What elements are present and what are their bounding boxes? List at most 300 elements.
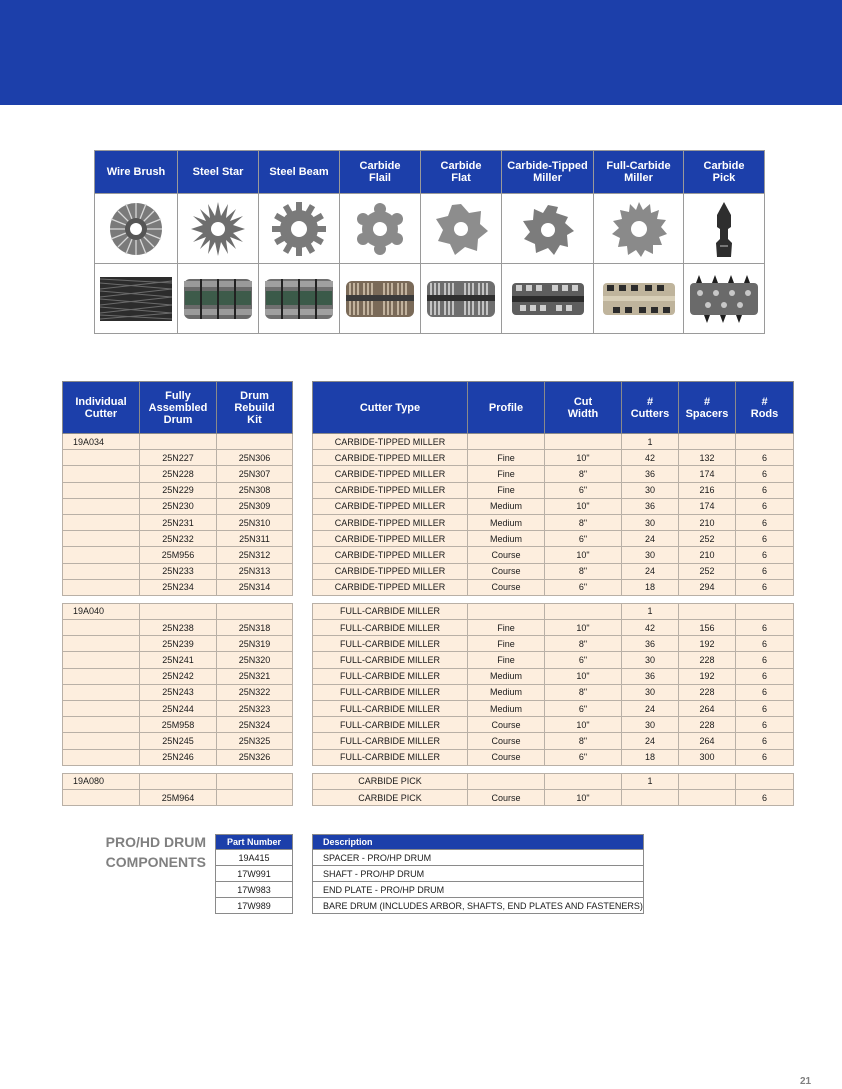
table-cell: 6 (736, 531, 794, 547)
table-cell: 30 (622, 684, 679, 700)
table-cell (63, 498, 140, 514)
table-cell: Course (468, 717, 545, 733)
table-cell: 25N324 (217, 717, 293, 733)
table-cell (63, 563, 140, 579)
table-row (63, 579, 293, 595)
table-row (63, 733, 293, 749)
cutter-type-grid (94, 150, 765, 334)
table-cell: 25N321 (217, 668, 293, 684)
table-cell: 25N230 (140, 498, 217, 514)
cutter-type-label: Carbide Pick (684, 151, 765, 194)
steel-beam-icon (269, 199, 329, 259)
table-cell (63, 620, 140, 636)
table-cell: 8" (545, 684, 622, 700)
table-cell: 18 (622, 579, 679, 595)
table-cell (63, 450, 140, 466)
wire-brush-drum-icon (99, 269, 173, 329)
table-row (63, 717, 293, 733)
table-cell: 252 (679, 531, 736, 547)
table-cell: 6 (736, 466, 794, 482)
table-cell: 6 (736, 498, 794, 514)
table-cell (736, 434, 794, 450)
column-header: Drum Rebuild Kit (217, 382, 293, 434)
table-cell: FULL-CARBIDE MILLER (313, 749, 468, 765)
table-row (216, 866, 293, 882)
table-cell: Course (468, 547, 545, 563)
table-row (313, 866, 644, 882)
table-cell: 25N231 (140, 514, 217, 530)
table-cell: FULL-CARBIDE MILLER (313, 620, 468, 636)
table-cell (63, 514, 140, 530)
cutter-type-label: Carbide Flail (340, 151, 421, 194)
table-cell: 10" (545, 450, 622, 466)
table-row (313, 749, 794, 765)
table-cell: 6" (545, 652, 622, 668)
table-cell: 25N323 (217, 701, 293, 717)
table-cell (63, 531, 140, 547)
table-row (313, 620, 794, 636)
table-cell: 228 (679, 684, 736, 700)
table-cell: 6 (736, 717, 794, 733)
table-cell: 216 (679, 482, 736, 498)
table-cell: CARBIDE-TIPPED MILLER (313, 563, 468, 579)
table-cell: 25N326 (217, 749, 293, 765)
table-cell: Course (468, 579, 545, 595)
steel-star-drum-icon (182, 269, 254, 329)
table-cell (63, 733, 140, 749)
carbide-pick-drum-icon (688, 269, 760, 329)
table-cell: FULL-CARBIDE MILLER (313, 717, 468, 733)
table-cell: 25N312 (217, 547, 293, 563)
table-cell: CARBIDE-TIPPED MILLER (313, 498, 468, 514)
table-cell: 25M964 (140, 789, 217, 805)
table-row (216, 898, 293, 914)
table-cell: 36 (622, 668, 679, 684)
table-cell: 8" (545, 514, 622, 530)
table-row (313, 636, 794, 652)
table-cell: 25N325 (217, 733, 293, 749)
table-cell: 6 (736, 547, 794, 563)
table-row (313, 450, 794, 466)
table-cell: Medium (468, 701, 545, 717)
table-cell: 25N311 (217, 531, 293, 547)
table-cell: 36 (622, 636, 679, 652)
table-cell: 210 (679, 547, 736, 563)
table-cell: 300 (679, 749, 736, 765)
wire-brush-icon (106, 199, 166, 259)
column-header: Cutter Type (313, 382, 468, 434)
table-row (63, 563, 293, 579)
table-cell: 25N242 (140, 668, 217, 684)
table-cell: CARBIDE-TIPPED MILLER (313, 434, 468, 450)
components-title (94, 832, 206, 872)
table-cell (217, 434, 293, 450)
table-row (313, 514, 794, 530)
table-row (63, 547, 293, 563)
cutter-type-label: Full-Carbide Miller (594, 151, 684, 194)
table-row (63, 620, 293, 636)
table-cell: 174 (679, 466, 736, 482)
table-cell (63, 466, 140, 482)
table-cell (545, 434, 622, 450)
component-description: SHAFT - PRO/HP DRUM (313, 866, 644, 882)
table-row (313, 684, 794, 700)
table-cell: 24 (622, 531, 679, 547)
table-cell: 25N238 (140, 620, 217, 636)
column-header: # Spacers (679, 382, 736, 434)
table-row (313, 882, 644, 898)
table-cell: 10" (545, 547, 622, 563)
table-cell: Medium (468, 684, 545, 700)
page-number: 21 (800, 1076, 812, 1087)
table-cell: CARBIDE-TIPPED MILLER (313, 450, 468, 466)
part-number-table (62, 381, 293, 806)
cutter-spec-header-row (313, 382, 794, 434)
table-cell (63, 749, 140, 765)
table-cell (63, 652, 140, 668)
table-cell: 19A080 (63, 773, 140, 789)
table-cell (622, 789, 679, 805)
table-cell: CARBIDE-TIPPED MILLER (313, 547, 468, 563)
column-header: Individual Cutter (63, 382, 140, 434)
table-cell: 6" (545, 579, 622, 595)
table-cell: 228 (679, 717, 736, 733)
components-part-table (215, 834, 293, 914)
table-cell: 6" (545, 482, 622, 498)
carbide-flail-drum-icon (344, 269, 416, 329)
table-row (63, 749, 293, 765)
table-cell: 25N227 (140, 450, 217, 466)
component-part-number: 17W991 (216, 866, 293, 882)
drum-image-row (95, 264, 765, 334)
table-row (63, 603, 293, 619)
table-cell: 25N313 (217, 563, 293, 579)
table-cell: FULL-CARBIDE MILLER (313, 684, 468, 700)
table-cell: 132 (679, 450, 736, 466)
cutter-type-label: Steel Star (178, 151, 259, 194)
table-cell (140, 434, 217, 450)
table-cell (545, 603, 622, 619)
full-carbide-miller-icon (609, 199, 669, 259)
table-row (313, 773, 794, 789)
component-description: SPACER - PRO/HP DRUM (313, 850, 644, 866)
table-cell (736, 603, 794, 619)
table-cell: 1 (622, 603, 679, 619)
carbide-pick-icon (704, 199, 744, 259)
table-cell: 25N243 (140, 684, 217, 700)
table-cell: 6 (736, 482, 794, 498)
table-cell: Medium (468, 498, 545, 514)
table-row (63, 482, 293, 498)
cutter-type-label: Wire Brush (95, 151, 178, 194)
table-cell: 25N310 (217, 514, 293, 530)
table-cell: 25N246 (140, 749, 217, 765)
table-cell: 174 (679, 498, 736, 514)
table-cell: 8" (545, 636, 622, 652)
table-cell: FULL-CARBIDE MILLER (313, 603, 468, 619)
table-cell: 19A034 (63, 434, 140, 450)
table-cell: 25N322 (217, 684, 293, 700)
component-part-number: 19A415 (216, 850, 293, 866)
description-header: Description (313, 835, 644, 850)
table-row (63, 652, 293, 668)
table-row (216, 850, 293, 866)
table-cell: 6 (736, 733, 794, 749)
column-header: # Rods (736, 382, 794, 434)
column-header: Fully Assembled Drum (140, 382, 217, 434)
table-row (313, 603, 794, 619)
table-row (63, 701, 293, 717)
table-cell: Fine (468, 466, 545, 482)
table-row (313, 579, 794, 595)
table-row (313, 563, 794, 579)
table-row (63, 531, 293, 547)
table-cell: FULL-CARBIDE MILLER (313, 733, 468, 749)
table-cell: CARBIDE PICK (313, 773, 468, 789)
table-cell (468, 603, 545, 619)
table-cell: 25N308 (217, 482, 293, 498)
table-cell (140, 773, 217, 789)
table-cell: 25N241 (140, 652, 217, 668)
table-cell: 18 (622, 749, 679, 765)
table-cell: 25N228 (140, 466, 217, 482)
table-cell: Fine (468, 636, 545, 652)
group-spacer (63, 595, 293, 603)
table-cell: 25M956 (140, 547, 217, 563)
table-cell: 25N319 (217, 636, 293, 652)
component-part-number: 17W983 (216, 882, 293, 898)
carbide-tipped-miller-drum-icon (508, 269, 588, 329)
table-cell: 156 (679, 620, 736, 636)
table-row (313, 668, 794, 684)
table-cell: 30 (622, 547, 679, 563)
table-cell: 6" (545, 701, 622, 717)
components-description-table (312, 834, 644, 914)
table-cell: 1 (622, 434, 679, 450)
table-cell: 25N245 (140, 733, 217, 749)
table-cell (217, 789, 293, 805)
table-row (313, 434, 794, 450)
table-cell (217, 773, 293, 789)
carbide-flail-icon (350, 199, 410, 259)
table-cell (679, 603, 736, 619)
table-cell: 25N244 (140, 701, 217, 717)
table-row (313, 850, 644, 866)
table-cell (217, 603, 293, 619)
column-header: # Cutters (622, 382, 679, 434)
table-cell: 6 (736, 684, 794, 700)
table-row (313, 701, 794, 717)
table-row (63, 684, 293, 700)
table-row (63, 636, 293, 652)
table-cell: 6 (736, 749, 794, 765)
table-cell (736, 773, 794, 789)
group-spacer (63, 765, 293, 773)
table-cell (63, 636, 140, 652)
table-cell: 8" (545, 563, 622, 579)
table-row (313, 717, 794, 733)
table-cell: 30 (622, 717, 679, 733)
table-cell: Course (468, 789, 545, 805)
table-cell: CARBIDE-TIPPED MILLER (313, 579, 468, 595)
table-cell: 30 (622, 652, 679, 668)
table-cell (63, 579, 140, 595)
table-cell: Fine (468, 620, 545, 636)
table-row (313, 789, 794, 805)
component-description: BARE DRUM (INCLUDES ARBOR, SHAFTS, END PLATES AND FASTENERS) (313, 898, 644, 914)
column-header: Cut Width (545, 382, 622, 434)
table-cell: 25N318 (217, 620, 293, 636)
carbide-flat-icon (431, 199, 491, 259)
table-cell: 8" (545, 733, 622, 749)
header-banner (0, 0, 842, 105)
cutter-icon-row (95, 194, 765, 264)
table-cell: 6 (736, 514, 794, 530)
table-cell: Fine (468, 450, 545, 466)
table-row (63, 514, 293, 530)
table-cell: Course (468, 563, 545, 579)
table-cell: CARBIDE PICK (313, 789, 468, 805)
group-spacer (313, 595, 794, 603)
table-cell: 210 (679, 514, 736, 530)
table-cell: 25N307 (217, 466, 293, 482)
table-row (216, 882, 293, 898)
table-row (63, 773, 293, 789)
group-spacer (313, 765, 794, 773)
table-cell: 24 (622, 563, 679, 579)
table-cell: 6 (736, 636, 794, 652)
table-cell: 6 (736, 701, 794, 717)
table-cell (545, 773, 622, 789)
table-row (63, 789, 293, 805)
table-row (313, 482, 794, 498)
table-cell (679, 773, 736, 789)
table-cell (63, 684, 140, 700)
steel-beam-drum-icon (263, 269, 335, 329)
table-cell: 6 (736, 563, 794, 579)
table-cell (63, 789, 140, 805)
full-carbide-miller-drum-icon (599, 269, 679, 329)
table-cell: 228 (679, 652, 736, 668)
cutter-type-label: Carbide-Tipped Miller (502, 151, 594, 194)
table-cell: 25N233 (140, 563, 217, 579)
table-cell: Medium (468, 514, 545, 530)
table-cell (468, 773, 545, 789)
table-cell: 252 (679, 563, 736, 579)
table-cell: Course (468, 749, 545, 765)
table-cell: 192 (679, 668, 736, 684)
cutter-type-label: Steel Beam (259, 151, 340, 194)
table-cell (63, 717, 140, 733)
table-cell: 6 (736, 620, 794, 636)
table-cell: 10" (545, 498, 622, 514)
table-cell: 25N306 (217, 450, 293, 466)
part-number-header: Part Number (216, 835, 293, 850)
table-cell: Course (468, 733, 545, 749)
components-title-line: COMPONENTS (105, 854, 206, 870)
table-cell: FULL-CARBIDE MILLER (313, 668, 468, 684)
table-cell: 25N234 (140, 579, 217, 595)
table-cell: 264 (679, 733, 736, 749)
table-cell: CARBIDE-TIPPED MILLER (313, 514, 468, 530)
table-row (63, 450, 293, 466)
table-cell: 1 (622, 773, 679, 789)
table-cell: 10" (545, 717, 622, 733)
table-cell (63, 482, 140, 498)
table-cell: 30 (622, 514, 679, 530)
table-cell: 25N239 (140, 636, 217, 652)
table-cell: 25N314 (217, 579, 293, 595)
part-number-header-row (63, 382, 293, 434)
table-cell: 264 (679, 701, 736, 717)
table-cell (679, 789, 736, 805)
table-cell: 25N229 (140, 482, 217, 498)
table-row (63, 466, 293, 482)
table-row (313, 547, 794, 563)
table-cell: 25N320 (217, 652, 293, 668)
table-row (63, 434, 293, 450)
table-row (313, 466, 794, 482)
table-cell: 10" (545, 668, 622, 684)
table-cell: CARBIDE-TIPPED MILLER (313, 531, 468, 547)
cutter-type-header-row (95, 151, 765, 194)
table-cell: 6 (736, 668, 794, 684)
table-cell: 10" (545, 789, 622, 805)
column-header: Profile (468, 382, 545, 434)
table-cell: 6" (545, 531, 622, 547)
table-row (63, 668, 293, 684)
table-cell: 6 (736, 789, 794, 805)
components-title-line: PRO/HD DRUM (105, 834, 206, 850)
carbide-tipped-miller-icon (518, 199, 578, 259)
table-cell: 6 (736, 579, 794, 595)
table-cell: 24 (622, 733, 679, 749)
table-cell: Fine (468, 652, 545, 668)
table-cell: CARBIDE-TIPPED MILLER (313, 466, 468, 482)
table-cell: 8" (545, 466, 622, 482)
table-row (313, 652, 794, 668)
table-cell: FULL-CARBIDE MILLER (313, 701, 468, 717)
table-cell: 6" (545, 749, 622, 765)
table-row (313, 898, 644, 914)
table-cell: 42 (622, 450, 679, 466)
table-cell: FULL-CARBIDE MILLER (313, 636, 468, 652)
table-cell: 30 (622, 482, 679, 498)
cutter-spec-table (312, 381, 794, 806)
table-cell: 10" (545, 620, 622, 636)
table-cell: 24 (622, 701, 679, 717)
table-cell: 19A040 (63, 603, 140, 619)
component-part-number: 17W989 (216, 898, 293, 914)
table-cell: 25M958 (140, 717, 217, 733)
table-cell (140, 603, 217, 619)
cutter-type-label: Carbide Flat (421, 151, 502, 194)
steel-star-icon (188, 199, 248, 259)
table-row (313, 733, 794, 749)
table-cell: 6 (736, 450, 794, 466)
table-cell (63, 701, 140, 717)
table-cell (468, 434, 545, 450)
table-cell: FULL-CARBIDE MILLER (313, 652, 468, 668)
table-cell: 25N309 (217, 498, 293, 514)
table-cell: 36 (622, 498, 679, 514)
table-cell: 192 (679, 636, 736, 652)
table-row (313, 531, 794, 547)
table-cell (63, 547, 140, 563)
table-cell (63, 668, 140, 684)
carbide-flat-drum-icon (425, 269, 497, 329)
table-row (313, 498, 794, 514)
